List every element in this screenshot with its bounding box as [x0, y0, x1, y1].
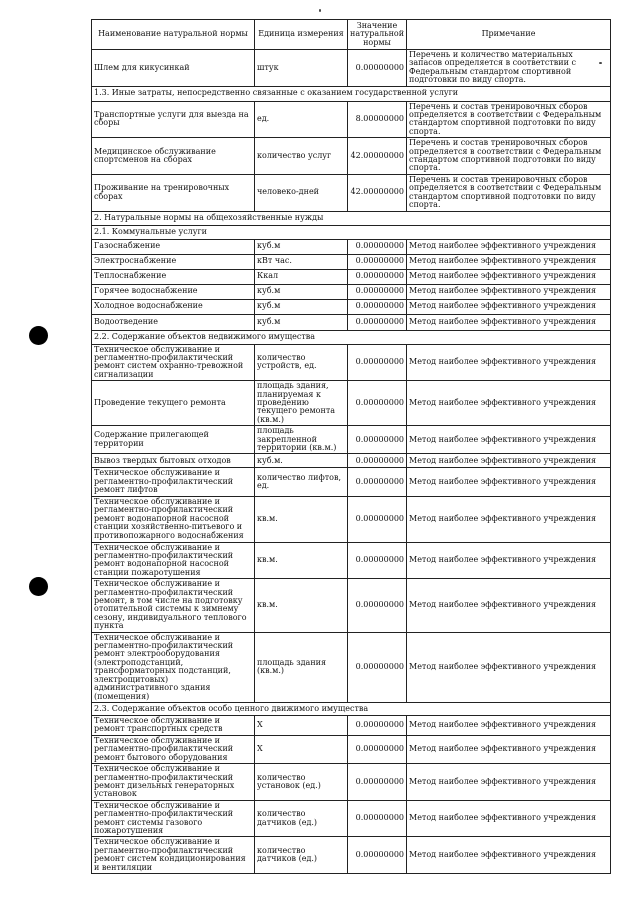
section-row	[92, 702, 611, 715]
cell-name: Техническое обслуживание и регламентно-профилактический ремонт водонапорной насосной станции пожаротушения	[92, 542, 255, 579]
section-title: 2. Натуральные нормы на общехозяйственные нужды	[92, 211, 611, 225]
cell-value: 0.00000000	[348, 800, 407, 837]
cell-name: Техническое обслуживание и регламентно-профилактический ремонт электрооборудования (электроподстанций, трансформаторных подстанций, электрощитовых) административного здания (помещения)	[92, 632, 255, 702]
cell-unit: Ккал	[255, 269, 348, 284]
table-row	[92, 344, 611, 381]
cell-value: 42.00000000	[348, 174, 407, 211]
cell-note: Перечень и состав тренировочных сборов определяется в соответствии с Федеральным стандартом спортивной подготовки по виду спорта.	[407, 138, 611, 175]
table-header-row	[92, 20, 611, 50]
cell-note: Метод наиболее эффективного учреждения	[407, 468, 611, 496]
cell-value: 0.00000000	[348, 239, 407, 254]
table-row	[92, 239, 611, 254]
cell-unit: человеко-дней	[255, 174, 348, 211]
cell-unit: количество устройств, ед.	[255, 344, 348, 381]
table-row	[92, 468, 611, 496]
cell-name: Транспортные услуги для выезда на сборы	[92, 101, 255, 138]
cell-note: Метод наиболее эффективного учреждения	[407, 454, 611, 468]
cell-note: Метод наиболее эффективного учреждения	[407, 496, 611, 542]
cell-unit: X	[255, 735, 348, 763]
section-row	[92, 330, 611, 344]
cell-note: Метод наиболее эффективного учреждения	[407, 715, 611, 735]
cell-note: Метод наиболее эффективного учреждения	[407, 426, 611, 454]
cell-name: Техническое обслуживание и регламентно-профилактический ремонт дизельных генераторных установок	[92, 764, 255, 801]
cell-note: Перечень и состав тренировочных сборов определяется в соответствии с Федеральным стандартом спортивной подготовки по виду спорта.	[407, 101, 611, 138]
cell-note: Перечень и количество материальных запасов определяется в соответствии с Федеральным стандартом спортивной подготовки по виду спорта.	[407, 50, 611, 87]
cell-name: Холодное водоснабжение	[92, 299, 255, 314]
cell-value: 0.00000000	[348, 542, 407, 579]
cell-name: Техническое обслуживание и регламентно-профилактический ремонт лифтов	[92, 468, 255, 496]
section-row	[92, 225, 611, 239]
cell-unit: ед.	[255, 101, 348, 138]
cell-value: 0.00000000	[348, 715, 407, 735]
cell-name: Теплоснабжение	[92, 269, 255, 284]
section-title: 2.1. Коммунальные услуги	[92, 225, 611, 239]
cell-name: Техническое обслуживание и регламентно-профилактический ремонт систем кондиционирования и вентиляции	[92, 837, 255, 874]
cell-value: 0.00000000	[348, 254, 407, 269]
cell-unit: количество услуг	[255, 138, 348, 175]
cell-value: 0.00000000	[348, 837, 407, 874]
table-row	[92, 800, 611, 837]
cell-unit: куб.м	[255, 314, 348, 330]
cell-unit: количество лифтов, ед.	[255, 468, 348, 496]
table-row	[92, 632, 611, 702]
cell-note: Метод наиболее эффективного учреждения	[407, 269, 611, 284]
cell-unit: площадь закрепленной территории (кв.м.)	[255, 426, 348, 454]
cell-unit: X	[255, 715, 348, 735]
cell-name: Техническое обслуживание и регламентно-профилактический ремонт, в том числе на подготовку отопительной системы к зимнему сезону, индивидуального теплового пункта	[92, 579, 255, 632]
cell-unit: количество установок (ед.)	[255, 764, 348, 801]
cell-value: 0.00000000	[348, 579, 407, 632]
cell-note: Метод наиболее эффективного учреждения	[407, 239, 611, 254]
cell-note: Метод наиболее эффективного учреждения	[407, 381, 611, 426]
cell-value: 0.00000000	[348, 468, 407, 496]
cell-note: Метод наиболее эффективного учреждения	[407, 579, 611, 632]
cell-unit: площадь здания, планируемая к проведению текущего ремонта (кв.м.)	[255, 381, 348, 426]
section-title: 2.2. Содержание объектов недвижимого имущества	[92, 330, 611, 344]
cell-value: 0.00000000	[348, 764, 407, 801]
cell-unit: кв.м.	[255, 579, 348, 632]
cell-unit: куб.м.	[255, 454, 348, 468]
table-row	[92, 254, 611, 269]
cell-note: Метод наиболее эффективного учреждения	[407, 314, 611, 330]
table-row	[92, 764, 611, 801]
table-row	[92, 269, 611, 284]
section-title: 1.3. Иные затраты, непосредственно связанные с оказанием государственной услуги	[92, 86, 611, 101]
cell-unit: количество датчиков (ед.)	[255, 837, 348, 874]
header-note: Примечание	[407, 20, 611, 50]
cell-value: 0.00000000	[348, 454, 407, 468]
cell-value: 0.00000000	[348, 269, 407, 284]
table-row	[92, 715, 611, 735]
cell-value: 0.00000000	[348, 314, 407, 330]
cell-value: 8.00000000	[348, 101, 407, 138]
cell-note: Метод наиболее эффективного учреждения	[407, 284, 611, 299]
cell-name: Техническое обслуживание и регламентно-профилактический ремонт систем охранно-тревожной сигнализации	[92, 344, 255, 381]
section-row	[92, 211, 611, 225]
cell-value: 0.00000000	[348, 426, 407, 454]
cell-note: Метод наиболее эффективного учреждения	[407, 735, 611, 763]
table-row	[92, 299, 611, 314]
cell-value: 0.00000000	[348, 299, 407, 314]
cell-unit: штук	[255, 50, 348, 87]
cell-note: Метод наиболее эффективного учреждения	[407, 632, 611, 702]
cell-unit: кВт час.	[255, 254, 348, 269]
cell-unit: количество датчиков (ед.)	[255, 800, 348, 837]
cell-value: 0.00000000	[348, 735, 407, 763]
table-body	[92, 50, 611, 874]
cell-name: Проживание на тренировочных сборах	[92, 174, 255, 211]
cell-note: Метод наиболее эффективного учреждения	[407, 800, 611, 837]
cell-name: Техническое обслуживание и регламентно-профилактический ремонт бытового оборудования	[92, 735, 255, 763]
cell-note: Метод наиболее эффективного учреждения	[407, 764, 611, 801]
cell-value: 0.00000000	[348, 344, 407, 381]
table-row	[92, 284, 611, 299]
table-row	[92, 381, 611, 426]
cell-name: Горячее водоснабжение	[92, 284, 255, 299]
cell-name: Шлем для кикусинкай	[92, 50, 255, 87]
section-title: 2.3. Содержание объектов особо ценного движимого имущества	[92, 702, 611, 715]
header-value: Значение натуральной нормы	[348, 20, 407, 50]
cell-name: Проведение текущего ремонта	[92, 381, 255, 426]
cell-value: 0.00000000	[348, 284, 407, 299]
norms-table	[91, 19, 611, 874]
cell-value: 0.00000000	[348, 381, 407, 426]
cell-unit: кв.м.	[255, 542, 348, 579]
cell-name: Техническое обслуживание и ремонт транспортных средств	[92, 715, 255, 735]
table-row	[92, 454, 611, 468]
table-row	[92, 101, 611, 138]
cell-name: Вывоз твердых бытовых отходов	[92, 454, 255, 468]
cell-name: Техническое обслуживание и регламентно-профилактический ремонт системы газового пожаротушения	[92, 800, 255, 837]
cell-note: Метод наиболее эффективного учреждения	[407, 254, 611, 269]
table-row	[92, 542, 611, 579]
table-row	[92, 837, 611, 874]
cell-unit: куб.м	[255, 239, 348, 254]
table-row	[92, 314, 611, 330]
cell-name: Газоснабжение	[92, 239, 255, 254]
cell-name: Медицинское обслуживание спортсменов на сборах	[92, 138, 255, 175]
cell-name: Содержание прилегающей территории	[92, 426, 255, 454]
cell-note: Метод наиболее эффективного учреждения	[407, 542, 611, 579]
table-row	[92, 50, 611, 87]
cell-note: Метод наиболее эффективного учреждения	[407, 837, 611, 874]
cell-note: Метод наиболее эффективного учреждения	[407, 344, 611, 381]
table-row	[92, 735, 611, 763]
cell-value: 0.00000000	[348, 50, 407, 87]
cell-unit: площадь здания (кв.м.)	[255, 632, 348, 702]
table-row	[92, 174, 611, 211]
cell-unit: куб.м	[255, 299, 348, 314]
cell-unit: куб.м	[255, 284, 348, 299]
table-row	[92, 138, 611, 175]
table-row	[92, 426, 611, 454]
header-unit: Единица измерения	[255, 20, 348, 50]
punch-hole-top	[29, 326, 48, 345]
cell-unit: кв.м.	[255, 496, 348, 542]
cell-value: 42.00000000	[348, 138, 407, 175]
table-row	[92, 579, 611, 632]
cell-name: Техническое обслуживание и регламентно-профилактический ремонт водонапорной насосной станции хозяйственно-питьевого и противопожарного водоснабжения	[92, 496, 255, 542]
punch-hole-bottom	[29, 577, 48, 596]
cell-note: Метод наиболее эффективного учреждения	[407, 299, 611, 314]
cell-value: 0.00000000	[348, 496, 407, 542]
cell-name: Водоотведение	[92, 314, 255, 330]
section-row	[92, 86, 611, 101]
header-name: Наименование натуральной нормы	[92, 20, 255, 50]
table-row	[92, 496, 611, 542]
cell-value: 0.00000000	[348, 632, 407, 702]
scan-speck	[319, 9, 321, 12]
cell-note: Перечень и состав тренировочных сборов определяется в соответствии с Федеральным стандартом спортивной подготовки по виду спорта.	[407, 174, 611, 211]
cell-name: Электроснабжение	[92, 254, 255, 269]
